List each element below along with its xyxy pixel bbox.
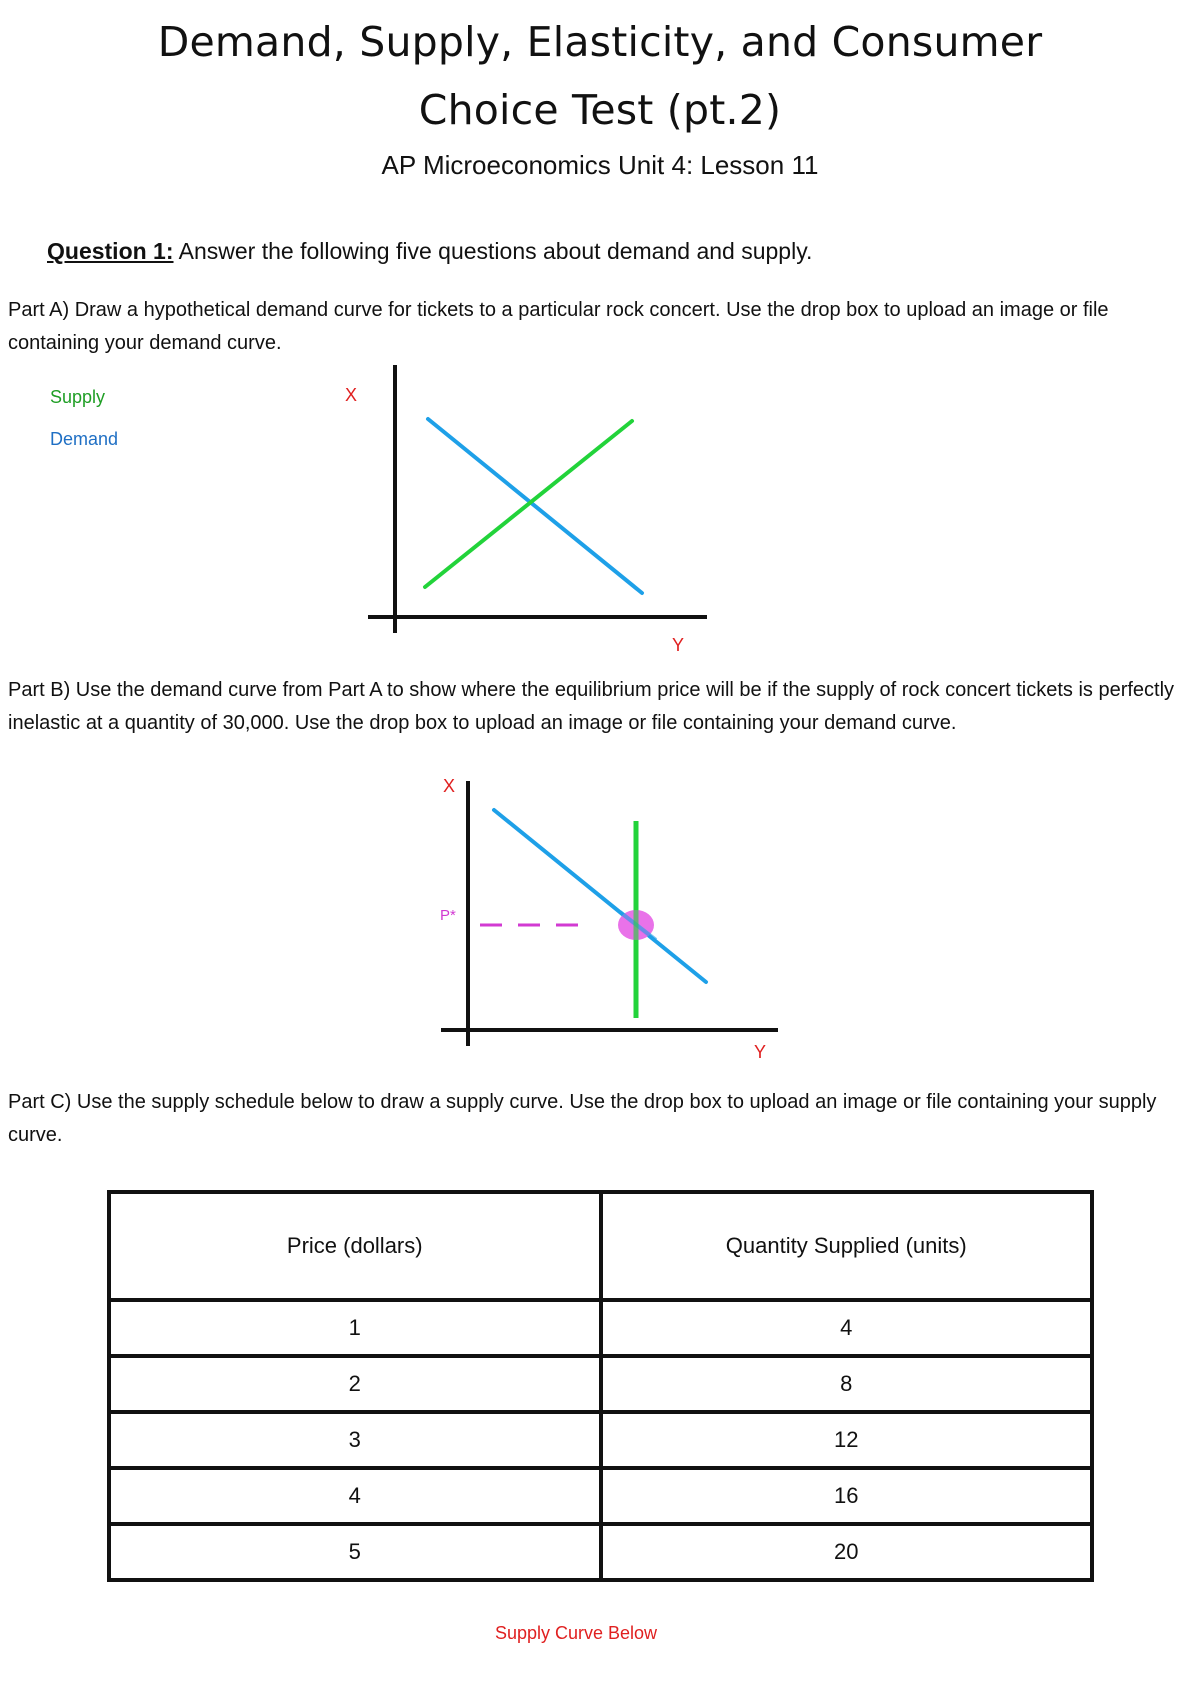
price-cell: 1 (109, 1300, 601, 1356)
table-row (109, 1356, 1092, 1412)
price-cell: 3 (109, 1412, 601, 1468)
quantity-cell: 20 (601, 1524, 1093, 1580)
part-b-text: Part B) Use the demand curve from Part A to show where the equilibrium price will be if the supply of rock concert tickets is perfectly inelastic at a quantity of 30,000. Use the drop box to upload an image or file containing your demand curve. (8, 679, 1175, 734)
question-1-label: Question 1: (47, 238, 174, 264)
page-title-line-1: Demand, Supply, Elasticity, and Consumer (157, 18, 1043, 66)
price-cell: 5 (109, 1524, 601, 1580)
graph-a-x-label: X (345, 385, 358, 405)
price-cell: 4 (109, 1468, 601, 1524)
part-c-text: Part C) Use the supply schedule below to draw a supply curve. Use the drop box to upload an image or file containing your supply curve. (8, 1091, 1157, 1146)
table-row (109, 1300, 1092, 1356)
graph-a-y-label: Y (672, 635, 685, 655)
quantity-cell: 12 (601, 1412, 1093, 1468)
quantity-cell: 16 (601, 1468, 1093, 1524)
table-row (109, 1524, 1092, 1580)
price-cell: 2 (109, 1356, 601, 1412)
supply-schedule-table (107, 1190, 1094, 1582)
table-header-row (109, 1192, 1092, 1300)
column-header-quantity: Quantity Supplied (units) (601, 1192, 1093, 1300)
quantity-cell: 4 (601, 1300, 1093, 1356)
graph-b-x-label: X (443, 776, 456, 796)
table-row (109, 1468, 1092, 1524)
question-1-text: Answer the following five questions about demand and supply. (173, 238, 813, 264)
table-row (109, 1412, 1092, 1468)
legend-supply: Supply (50, 387, 106, 407)
part-a-text: Part A) Draw a hypothetical demand curve for tickets to a particular rock concert. Use the drop box to upload an image or file containing your demand curve. (8, 299, 1109, 354)
page-title-line-2: Choice Test (pt.2) (418, 86, 782, 134)
graph-b-price-label: P* (440, 907, 456, 924)
supply-curve-below-note: Supply Curve Below (494, 1623, 658, 1643)
graph-b-demand-curve (494, 810, 706, 982)
legend-demand: Demand (50, 429, 119, 449)
page-subtitle: AP Microeconomics Unit 4: Lesson 11 (381, 150, 819, 180)
column-header-price: Price (dollars) (109, 1192, 601, 1300)
graph-b-y-label: Y (754, 1042, 767, 1062)
graph-a-demand-curve (428, 419, 642, 593)
quantity-cell: 8 (601, 1356, 1093, 1412)
